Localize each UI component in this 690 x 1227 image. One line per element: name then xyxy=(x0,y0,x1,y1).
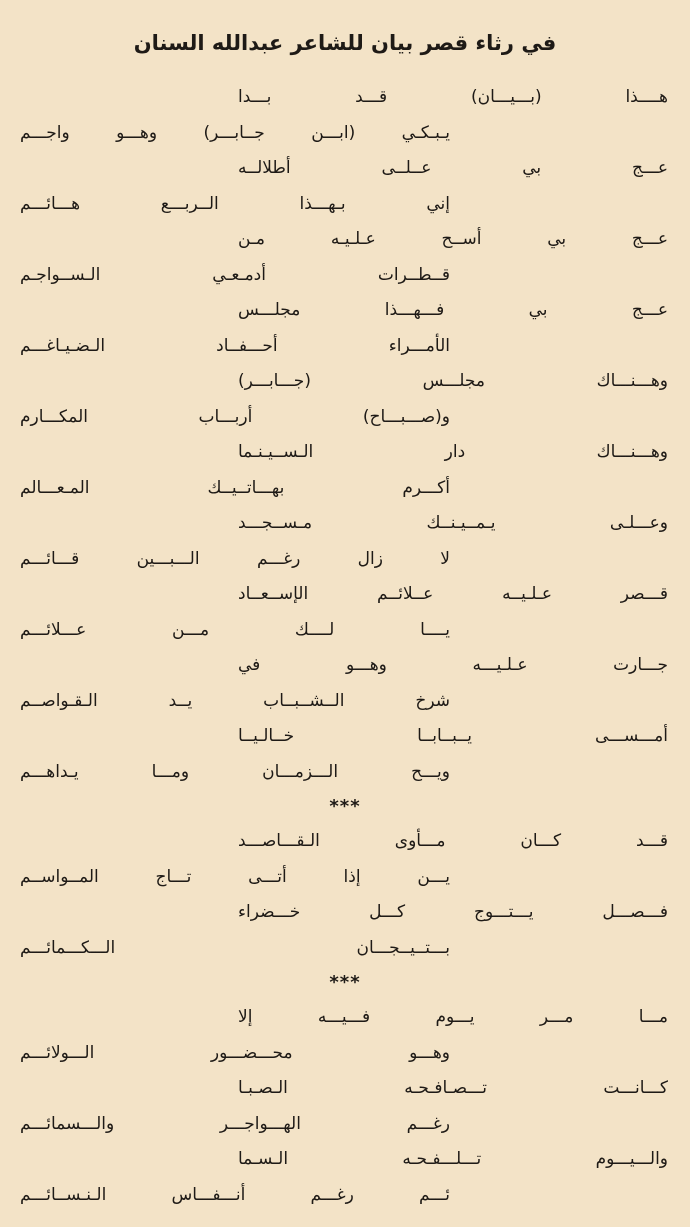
verse-second-hemistich: يــــا لــــك مـــن عـــلائـــم xyxy=(20,619,450,640)
verse xyxy=(22,151,668,222)
verse-second-hemistich: يـبـكـي (ابـــن جــابـــر) وهـــو واجـــم xyxy=(20,122,450,143)
verse-first-hemistich: عـــج بي فـــهـــذا مجلـــس xyxy=(238,300,668,320)
verse-second-hemistich: ويـــح الـــزمـــان ومـــا يـداهـــم xyxy=(20,761,450,782)
poem-body xyxy=(22,80,668,1213)
verse-first-hemistich: قـــصر عـلـيــه عــلائــم الإســعــاد xyxy=(238,584,668,604)
verse xyxy=(22,895,668,966)
verse-second-hemistich: رغـــم الهـــواجـــر والـــسمائـــم xyxy=(20,1113,450,1134)
verse-first-hemistich: عـــج بي أســح عـلـيـه مـن xyxy=(238,229,668,249)
verse xyxy=(22,293,668,364)
verse-second-hemistich: الأمـــراء أحـــفــاد الـضـيـاغـــم xyxy=(20,335,450,356)
verse-first-hemistich: كـــانـــت تـــصـافـحـه الـصـبـا xyxy=(238,1078,668,1098)
verse-first-hemistich: قـــد كـــان مـــأوى الـقـــاصـــد xyxy=(238,831,668,851)
verse xyxy=(22,506,668,577)
verse-first-hemistich: وعـــلـى يـمــيـنــك مـســجـــد xyxy=(238,513,668,533)
stanza xyxy=(22,1000,668,1213)
verse-second-hemistich: يـــن إذا أتـــى تـــاج المــواســم xyxy=(20,866,450,887)
verse xyxy=(22,1071,668,1142)
verse-first-hemistich: جـــارت عـلـيـــه وهـــو في xyxy=(238,655,668,675)
stanza-separator: *** xyxy=(329,796,361,817)
stanza xyxy=(22,824,668,966)
verse-first-hemistich: وهـــنـــاك دار الـســيـنـما xyxy=(238,442,668,462)
verse-second-hemistich: بـــتــيــجـــان الـــكـــمائـــم xyxy=(20,937,450,958)
verse-first-hemistich: والـــيـــوم تـــلـــفـحـه الـسـما xyxy=(238,1149,668,1169)
verse xyxy=(22,1000,668,1071)
verse-second-hemistich: إني بـهـــذا الــربـــع هـــائـــم xyxy=(20,193,450,214)
verse-second-hemistich: وهـــو محـــضـــور الـــولائـــم xyxy=(20,1042,450,1063)
verse-second-hemistich: قــطــرات أدمـعـي الـســواجـم xyxy=(20,264,450,285)
verse xyxy=(22,1142,668,1213)
verse-second-hemistich: ئـــم رغـــم أنـــفـــاس الـنـســائـــم xyxy=(20,1184,450,1205)
verse-first-hemistich: مـــا مـــر يـــوم فـــيـــه إلا xyxy=(238,1007,668,1027)
stanza-separator: *** xyxy=(329,972,361,993)
verse-first-hemistich: وهـــنـــاك مجلـــس (جـــابـــر) xyxy=(238,371,668,391)
verse-first-hemistich: عـــج بي عــلــى أطلالــه xyxy=(238,158,668,178)
stanza xyxy=(22,80,668,790)
verse-second-hemistich: لا زال رغـــم الـــبـــين قـــائـــم xyxy=(20,548,450,569)
verse xyxy=(22,824,668,895)
verse xyxy=(22,719,668,790)
verse-second-hemistich: و(صـــبـــاح) أربـــاب المكـــارم xyxy=(20,406,450,427)
verse xyxy=(22,222,668,293)
verse xyxy=(22,435,668,506)
verse-first-hemistich: أمـــســـى يــبــابــا خــالـيــا xyxy=(238,726,668,746)
verse xyxy=(22,80,668,151)
verse-first-hemistich: هــــذا (بـــيـــان) قـــد بـــدا xyxy=(238,87,668,107)
verse xyxy=(22,577,668,648)
verse xyxy=(22,364,668,435)
verse-second-hemistich: أكـــرم بهـــاتــيــك المـعـــالم xyxy=(20,477,450,498)
verse-first-hemistich: فـــصـــل يـــتـــوج كـــل خـــضراء xyxy=(238,902,668,922)
poem-title: في رثاء قصر بيان للشاعر عبدالله السنان xyxy=(133,31,557,55)
verse xyxy=(22,648,668,719)
verse-second-hemistich: شرخ الــشــبــاب يــد الـقـواصــم xyxy=(20,690,450,711)
